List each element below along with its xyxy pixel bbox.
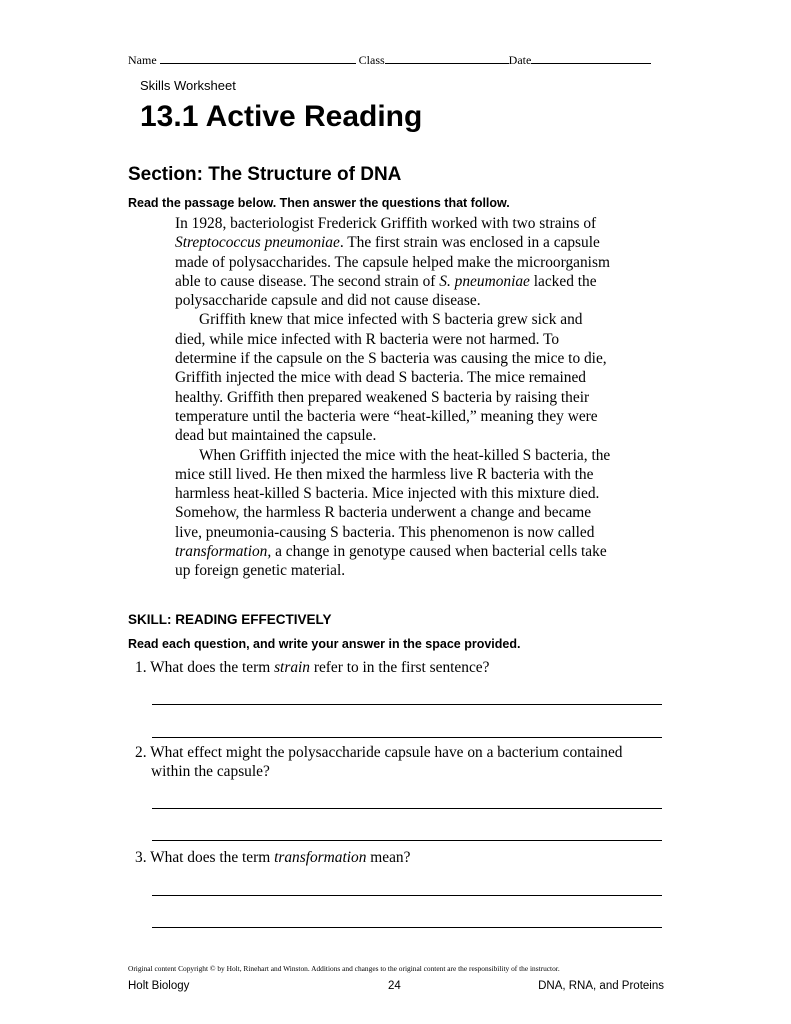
question-1: 1. What does the term strain refer to in the first sentence? xyxy=(135,659,490,676)
page-title: 13.1 Active Reading xyxy=(140,100,423,133)
section-title: Section: The Structure of DNA xyxy=(128,164,402,185)
student-info-line xyxy=(128,52,668,68)
passage-paragraph-3: When Griffith injected the mice with the heat-killed S bacteria, the mice still lived. He then mixed the harmless live R bacteria with the harmless heat-killed S bacteria. Mice injected with this mixture died. Somehow, the harmless R bacteria underwent a change and became live, pneumonia-causing S bacteria. This phenomenon is now called transformation, a change in genotype caused when bacterial cells take up foreign genetic material. xyxy=(175,446,611,580)
copyright-notice: Original content Copyright © by Holt, Rinehart and Winston. Additions and changes to the original content are the responsibility of the instructor. xyxy=(128,964,560,973)
footer-book-title: Holt Biology xyxy=(128,980,190,992)
date-label: Date xyxy=(508,53,532,67)
answer-line-3b[interactable] xyxy=(152,927,662,928)
answer-line-2b[interactable] xyxy=(152,840,662,841)
page-number: 24 xyxy=(388,980,401,992)
skill-heading: SKILL: READING EFFECTIVELY xyxy=(128,612,332,627)
answer-line-1b[interactable] xyxy=(152,737,662,738)
name-label: Name xyxy=(128,53,157,67)
class-label: Class xyxy=(358,53,385,67)
passage-paragraph-2: Griffith knew that mice infected with S bacteria grew sick and died, while mice infected with R bacteria were not harmed. To determine if the capsule on the S bacteria was causing the mice to die, Griffith injected the mice with dead S bacteria. The mice remained healthy. Griffith then prepared weakened S bacteria by raising their temperature until the bacteria were “heat-killed,” meaning they were dead but maintained the capsule. xyxy=(175,311,607,445)
date-field[interactable] xyxy=(531,52,651,64)
reading-passage xyxy=(175,214,615,581)
question-3: 3. What does the term transformation mean? xyxy=(135,849,411,866)
passage-instructions: Read the passage below. Then answer the questions that follow. xyxy=(128,196,510,210)
answer-line-1a[interactable] xyxy=(152,704,662,705)
name-field[interactable] xyxy=(160,52,356,64)
answer-line-2a[interactable] xyxy=(152,808,662,809)
question-2: 2. What effect might the polysaccharide capsule have on a bacterium contained within the capsule? xyxy=(135,744,623,781)
worksheet-type: Skills Worksheet xyxy=(140,78,236,93)
footer-chapter-title: DNA, RNA, and Proteins xyxy=(538,980,664,992)
question-instructions: Read each question, and write your answer in the space provided. xyxy=(128,637,521,651)
passage-paragraph-1: In 1928, bacteriologist Frederick Griffith worked with two strains of Streptococcus pneumoniae. The first strain was enclosed in a capsule made of polysaccharides. The capsule helped make the microorganism able to cause disease. The second strain of S. pneumoniae lacked the polysaccharide capsule and did not cause disease. xyxy=(175,215,610,310)
class-field[interactable] xyxy=(385,52,509,64)
answer-line-3a[interactable] xyxy=(152,895,662,896)
